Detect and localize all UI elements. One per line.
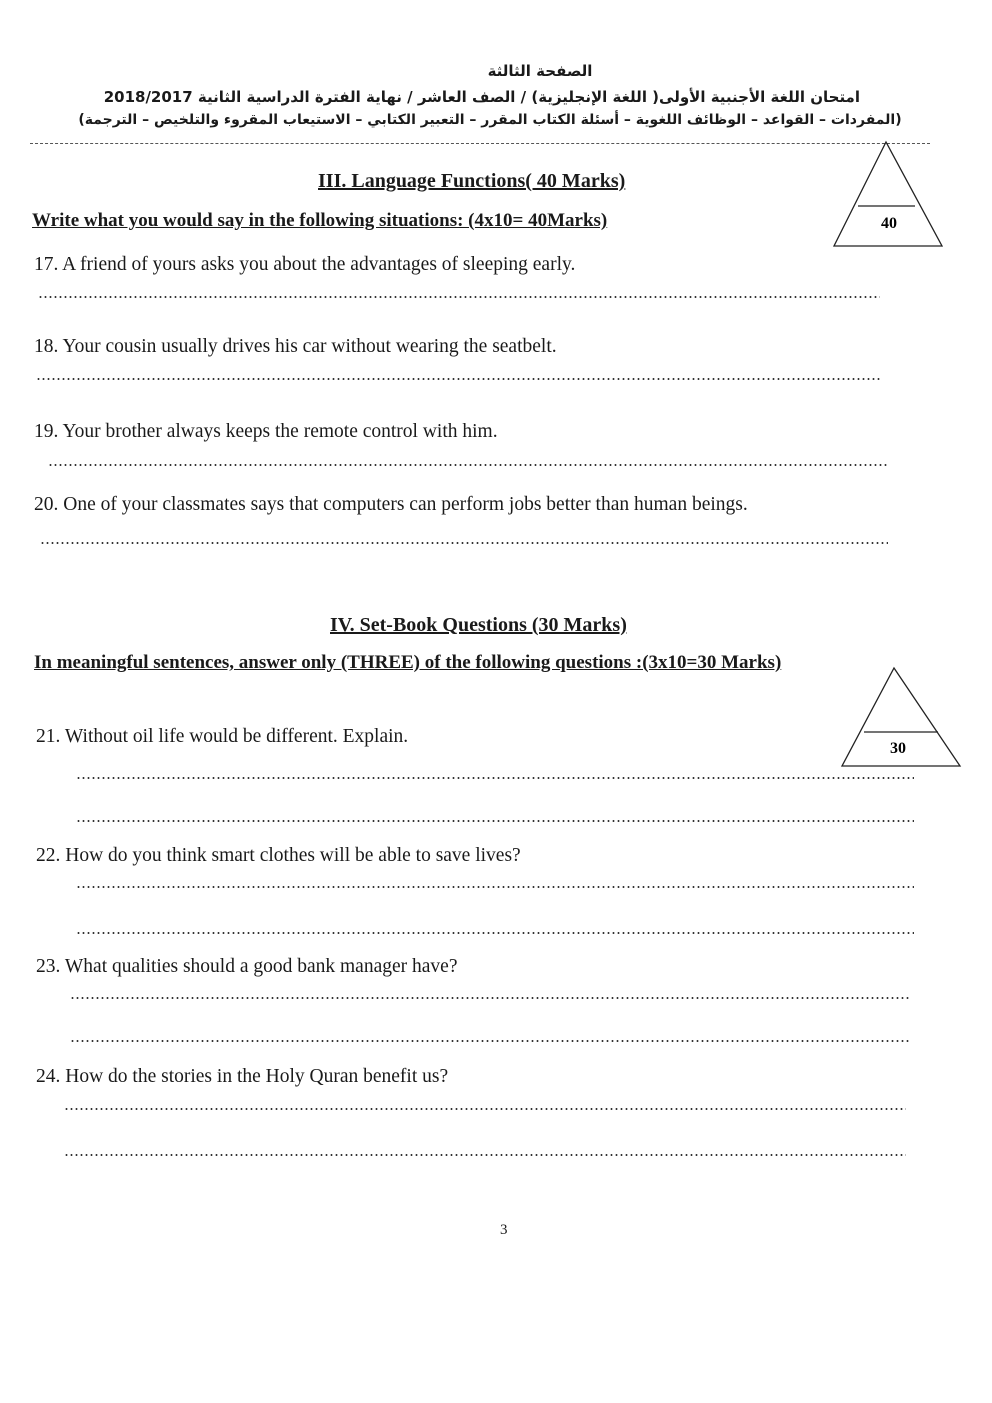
marks-triangle-40 [830,138,948,250]
question-20: 20. One of your classmates says that computers can perform jobs better than human beings. [34,494,748,515]
marks-triangle-30 [838,664,964,770]
exam-title: امتحان اللغة الأجنبية الأولى( اللغة الإنجليزية) / الصف العاشر / نهاية الفترة الدراسية الثانية 2018/2017 [103,88,860,106]
answer-line-18[interactable] [36,378,882,380]
section-4-title: IV. Set-Book Questions (30 Marks) [330,614,627,636]
answer-line-23a[interactable] [70,997,910,999]
question-19: 19. Your brother always keeps the remote control with him. [34,421,498,442]
answer-line-20[interactable] [40,542,888,544]
question-18: 18. Your cousin usually drives his car without wearing the seatbelt. [34,336,557,357]
answer-line-22a[interactable] [76,886,914,888]
answer-line-24b[interactable] [64,1154,906,1156]
answer-line-19[interactable] [48,464,888,466]
question-21: 21. Without oil life would be different. Explain. [36,726,409,747]
answer-line-23b[interactable] [70,1040,910,1042]
answer-line-22b[interactable] [76,932,914,934]
section-3-title: III. Language Functions( 40 Marks) [318,170,626,192]
header-divider [30,143,930,144]
section-4-instruction: In meaningful sentences, answer only (THREE) of the following questions :(3x10=30 Marks) [34,652,782,673]
question-22: 22. How do you think smart clothes will be able to save lives? [36,845,521,866]
question-24: 24. How do the stories in the Holy Quran benefit us? [36,1066,449,1087]
marks-box-30-text: 30 [890,740,906,757]
answer-line-24a[interactable] [64,1108,906,1110]
answer-line-21a[interactable] [76,777,914,779]
question-17: 17. A friend of yours asks you about the advantages of sleeping early. [34,254,576,275]
exam-skills: (المفردات – القواعد – الوظائف اللغوية – أسئلة الكتاب المقرر – التعبير الكتابي – الاستيعاب المقروء والتلخيص – الترجمة) [78,112,902,128]
answer-line-17[interactable] [38,296,880,298]
answer-line-21b[interactable] [76,820,914,822]
question-23: 23. What qualities should a good bank manager have? [36,956,458,977]
marks-box-40-text: 40 [881,215,897,232]
page-label: الصفحة الثالثة [487,62,593,80]
page-number: 3 [500,1222,508,1238]
section-3-instruction: Write what you would say in the following situations: (4x10= 40Marks) [32,210,608,231]
